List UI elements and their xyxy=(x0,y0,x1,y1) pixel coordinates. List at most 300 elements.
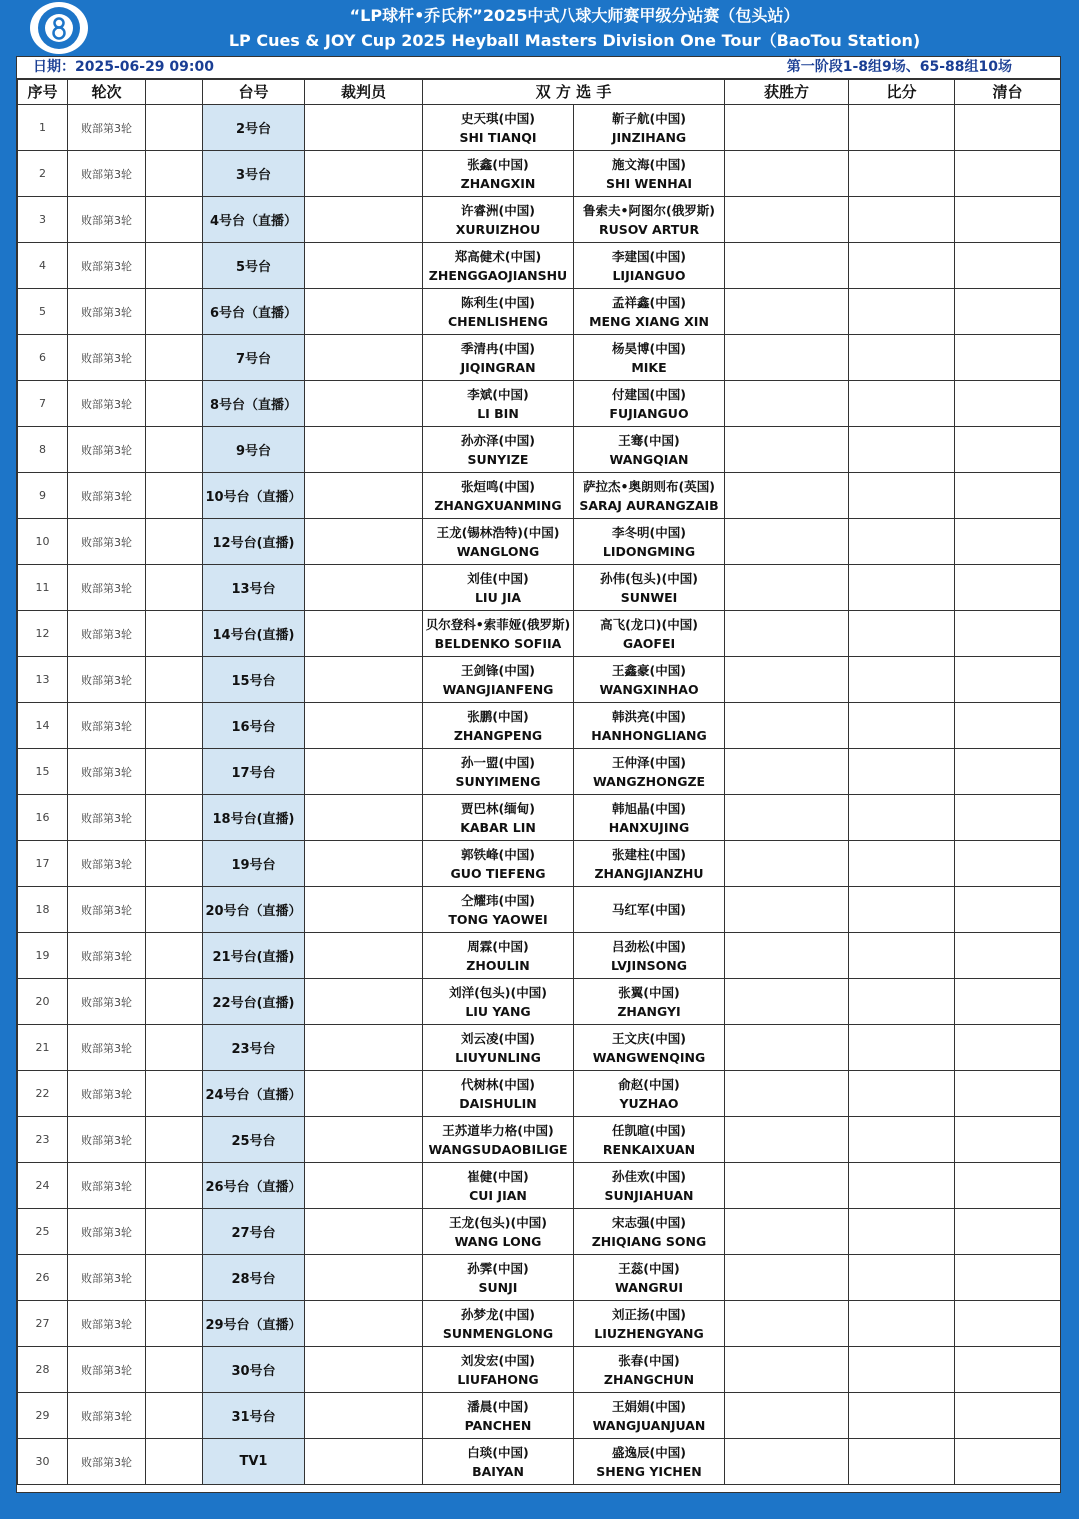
row-player-b xyxy=(574,427,725,473)
row-round: 败部第3轮 xyxy=(68,473,146,519)
row-blank-cell xyxy=(146,105,203,151)
table-row xyxy=(18,795,1061,841)
stage-info: 第一阶段1-8组9场、65-88组10场 xyxy=(786,59,1012,75)
row-referee-cell xyxy=(305,703,423,749)
table-row xyxy=(18,1347,1061,1393)
player-name-english: MIKE xyxy=(631,359,667,375)
player-name-chinese: 李斌(中国) xyxy=(467,386,529,402)
row-score-cell[interactable] xyxy=(849,1071,955,1117)
row-player-a xyxy=(423,1439,574,1485)
col-header-table: 台号 xyxy=(203,80,305,105)
row-player-a xyxy=(423,979,574,1025)
row-round: 败部第3轮 xyxy=(68,519,146,565)
row-table-number: 30号台 xyxy=(203,1347,305,1393)
row-player-a xyxy=(423,473,574,519)
row-player-a xyxy=(423,1071,574,1117)
player-name-english: ZHANGJIANZHU xyxy=(594,865,704,881)
row-referee-cell xyxy=(305,841,423,887)
player-name-english: LIU JIA xyxy=(474,589,522,605)
row-seq: 9 xyxy=(18,473,68,519)
row-table-number: 4号台（直播） xyxy=(203,197,305,243)
player-name-chinese: 马红军(中国) xyxy=(612,902,686,917)
row-player-b xyxy=(574,289,725,335)
row-score-cell[interactable] xyxy=(849,703,955,749)
table-row xyxy=(18,657,1061,703)
row-seq: 7 xyxy=(18,381,68,427)
row-player-b xyxy=(574,1163,725,1209)
col-header-winner: 获胜方 xyxy=(725,80,849,105)
row-winner-cell[interactable] xyxy=(725,1439,849,1485)
player-name-english: CHENLISHENG xyxy=(448,313,548,329)
player-name-english: WANGJUANJUAN xyxy=(592,1417,706,1433)
row-clear-cell[interactable] xyxy=(955,289,1061,335)
player-name-chinese: 崔健(中国) xyxy=(467,1168,529,1184)
row-score-cell[interactable] xyxy=(849,979,955,1025)
player-name-english: WANGLONG xyxy=(456,543,540,559)
row-round: 败部第3轮 xyxy=(68,1439,146,1485)
row-clear-cell[interactable] xyxy=(955,197,1061,243)
row-table-number: 25号台 xyxy=(203,1117,305,1163)
row-player-b xyxy=(574,151,725,197)
row-score-cell[interactable] xyxy=(849,1393,955,1439)
row-winner-cell[interactable] xyxy=(725,519,849,565)
row-score-cell[interactable] xyxy=(849,1439,955,1485)
row-player-b xyxy=(574,1071,725,1117)
row-round: 败部第3轮 xyxy=(68,565,146,611)
row-seq: 4 xyxy=(18,243,68,289)
row-winner-cell[interactable] xyxy=(725,1255,849,1301)
player-name-english: LIU YANG xyxy=(465,1003,531,1019)
player-name-chinese: 韩洪亮(中国) xyxy=(612,708,686,724)
row-score-cell[interactable] xyxy=(849,1255,955,1301)
row-table-number: 22号台(直播) xyxy=(203,979,305,1025)
row-referee-cell xyxy=(305,335,423,381)
player-name-english: GAOFEI xyxy=(622,635,676,651)
row-score-cell[interactable] xyxy=(849,1347,955,1393)
row-round: 败部第3轮 xyxy=(68,933,146,979)
player-name-chinese: 史天琪(中国) xyxy=(461,110,535,126)
row-table-number: 26号台（直播） xyxy=(203,1163,305,1209)
schedule-table xyxy=(17,79,1061,1485)
row-blank-cell xyxy=(146,1025,203,1071)
row-clear-cell[interactable] xyxy=(955,1393,1061,1439)
row-score-cell[interactable] xyxy=(849,427,955,473)
row-winner-cell[interactable] xyxy=(725,243,849,289)
row-blank-cell xyxy=(146,335,203,381)
row-round: 败部第3轮 xyxy=(68,1071,146,1117)
row-clear-cell[interactable] xyxy=(955,979,1061,1025)
row-clear-cell[interactable] xyxy=(955,703,1061,749)
row-blank-cell xyxy=(146,795,203,841)
row-round: 败部第3轮 xyxy=(68,611,146,657)
row-player-b xyxy=(574,1117,725,1163)
player-name-english: CUI JIAN xyxy=(469,1187,527,1203)
row-score-cell[interactable] xyxy=(849,841,955,887)
row-winner-cell[interactable] xyxy=(725,933,849,979)
row-clear-cell[interactable] xyxy=(955,151,1061,197)
row-referee-cell xyxy=(305,979,423,1025)
col-header-players: 双 方 选 手 xyxy=(423,80,725,105)
row-score-cell[interactable] xyxy=(849,243,955,289)
row-winner-cell[interactable] xyxy=(725,381,849,427)
row-clear-cell[interactable] xyxy=(955,933,1061,979)
row-table-number: 2号台 xyxy=(203,105,305,151)
row-round: 败部第3轮 xyxy=(68,1025,146,1071)
player-name-english: LVJINSONG xyxy=(610,957,688,973)
player-name-chinese: 郭铁峰(中国) xyxy=(461,846,535,862)
row-score-cell[interactable] xyxy=(849,657,955,703)
player-name-chinese: 郑高健术(中国) xyxy=(454,248,542,264)
row-player-a xyxy=(423,841,574,887)
row-player-b xyxy=(574,381,725,427)
player-name-english: ZHANGYI xyxy=(617,1003,681,1019)
row-player-b xyxy=(574,335,725,381)
row-round: 败部第3轮 xyxy=(68,1163,146,1209)
table-row xyxy=(18,473,1061,519)
table-row xyxy=(18,749,1061,795)
row-score-cell[interactable] xyxy=(849,381,955,427)
row-score-cell[interactable] xyxy=(849,335,955,381)
row-clear-cell[interactable] xyxy=(955,243,1061,289)
table-row xyxy=(18,979,1061,1025)
row-winner-cell[interactable] xyxy=(725,473,849,519)
row-blank-cell xyxy=(146,1163,203,1209)
row-player-a xyxy=(423,1255,574,1301)
row-player-b xyxy=(574,749,725,795)
row-referee-cell xyxy=(305,887,423,933)
row-score-cell[interactable] xyxy=(849,611,955,657)
player-name-english: WANGZHONGZE xyxy=(592,773,706,789)
player-name-chinese: 潘晨(中国) xyxy=(467,1398,529,1414)
row-round: 败部第3轮 xyxy=(68,1117,146,1163)
player-name-chinese: 施文海(中国) xyxy=(612,156,686,172)
row-winner-cell[interactable] xyxy=(725,611,849,657)
row-seq: 11 xyxy=(18,565,68,611)
row-round: 败部第3轮 xyxy=(68,1255,146,1301)
player-name-english: ZHOULIN xyxy=(466,957,530,973)
col-header-round: 轮次 xyxy=(68,80,146,105)
player-name-chinese: 宋志强(中国) xyxy=(612,1214,686,1230)
col-header-seq: 序号 xyxy=(18,80,68,105)
row-winner-cell[interactable] xyxy=(725,105,849,151)
player-name-english: JINZIHANG xyxy=(611,129,687,145)
player-name-chinese: 张鑫(中国) xyxy=(467,156,529,172)
row-winner-cell[interactable] xyxy=(725,1347,849,1393)
row-blank-cell xyxy=(146,979,203,1025)
player-name-chinese: 高飞(龙口)(中国) xyxy=(600,616,698,632)
row-blank-cell xyxy=(146,381,203,427)
table-row xyxy=(18,887,1061,933)
row-player-a xyxy=(423,1393,574,1439)
row-player-b xyxy=(574,1255,725,1301)
row-referee-cell xyxy=(305,795,423,841)
player-name-chinese: 季清冉(中国) xyxy=(461,340,535,356)
row-clear-cell[interactable] xyxy=(955,887,1061,933)
table-row xyxy=(18,1209,1061,1255)
row-winner-cell[interactable] xyxy=(725,657,849,703)
row-winner-cell[interactable] xyxy=(725,197,849,243)
row-player-b xyxy=(574,243,725,289)
table-row xyxy=(18,1393,1061,1439)
player-name-english: WANGJIANFENG xyxy=(442,681,554,697)
row-clear-cell[interactable] xyxy=(955,1209,1061,1255)
player-name-chinese: 刘发宏(中国) xyxy=(461,1352,535,1368)
row-blank-cell xyxy=(146,1209,203,1255)
row-table-number: 17号台 xyxy=(203,749,305,795)
player-name-chinese: 王文庆(中国) xyxy=(612,1030,686,1046)
row-referee-cell xyxy=(305,151,423,197)
row-player-a xyxy=(423,795,574,841)
row-seq: 6 xyxy=(18,335,68,381)
player-name-chinese: 刘佳(中国) xyxy=(467,570,529,586)
row-winner-cell[interactable] xyxy=(725,1163,849,1209)
row-round: 败部第3轮 xyxy=(68,289,146,335)
player-name-chinese: 鲁索夫•阿图尔(俄罗斯) xyxy=(583,202,715,218)
player-name-chinese: 孙一盟(中国) xyxy=(461,754,535,770)
row-clear-cell[interactable] xyxy=(955,473,1061,519)
col-header-referee: 裁判员 xyxy=(305,80,423,105)
row-round: 败部第3轮 xyxy=(68,841,146,887)
row-player-b xyxy=(574,473,725,519)
row-blank-cell xyxy=(146,1117,203,1163)
table-row xyxy=(18,335,1061,381)
row-blank-cell xyxy=(146,197,203,243)
row-referee-cell xyxy=(305,1301,423,1347)
row-clear-cell[interactable] xyxy=(955,105,1061,151)
table-row xyxy=(18,1163,1061,1209)
row-seq: 2 xyxy=(18,151,68,197)
table-row xyxy=(18,933,1061,979)
row-blank-cell xyxy=(146,473,203,519)
row-blank-cell xyxy=(146,611,203,657)
row-winner-cell[interactable] xyxy=(725,335,849,381)
row-seq: 10 xyxy=(18,519,68,565)
row-winner-cell[interactable] xyxy=(725,1301,849,1347)
row-score-cell[interactable] xyxy=(849,1117,955,1163)
row-table-number: 20号台（直播） xyxy=(203,887,305,933)
row-clear-cell[interactable] xyxy=(955,657,1061,703)
row-clear-cell[interactable] xyxy=(955,427,1061,473)
player-name-chinese: 贝尔登科•索菲娅(俄罗斯) xyxy=(425,616,571,632)
player-name-chinese: 吕劲松(中国) xyxy=(612,938,686,954)
row-player-a xyxy=(423,1347,574,1393)
player-name-english: ZHENGGAOJIANSHU xyxy=(428,267,568,283)
row-score-cell[interactable] xyxy=(849,519,955,565)
player-name-english: SUNJI xyxy=(478,1279,518,1295)
row-score-cell[interactable] xyxy=(849,151,955,197)
player-name-english: XURUIZHOU xyxy=(455,221,541,237)
row-table-number: 24号台（直播） xyxy=(203,1071,305,1117)
row-referee-cell xyxy=(305,1393,423,1439)
player-name-english: PANCHEN xyxy=(464,1417,532,1433)
row-referee-cell xyxy=(305,1117,423,1163)
row-score-cell[interactable] xyxy=(849,105,955,151)
row-clear-cell[interactable] xyxy=(955,1347,1061,1393)
row-player-b xyxy=(574,657,725,703)
row-winner-cell[interactable] xyxy=(725,703,849,749)
player-name-english: SHI TIANQI xyxy=(459,129,537,145)
row-winner-cell[interactable] xyxy=(725,1209,849,1255)
row-clear-cell[interactable] xyxy=(955,1163,1061,1209)
player-name-chinese: 任凯暄(中国) xyxy=(612,1122,686,1138)
row-player-b xyxy=(574,519,725,565)
player-name-chinese: 萨拉杰•奥朗则布(英国) xyxy=(583,478,715,494)
row-table-number: 28号台 xyxy=(203,1255,305,1301)
row-seq: 20 xyxy=(18,979,68,1025)
row-player-b xyxy=(574,933,725,979)
row-winner-cell[interactable] xyxy=(725,795,849,841)
row-round: 败部第3轮 xyxy=(68,749,146,795)
row-score-cell[interactable] xyxy=(849,1025,955,1071)
row-player-b xyxy=(574,611,725,657)
row-table-number: 9号台 xyxy=(203,427,305,473)
row-score-cell[interactable] xyxy=(849,197,955,243)
row-seq: 29 xyxy=(18,1393,68,1439)
player-name-chinese: 代树林(中国) xyxy=(461,1076,535,1092)
row-clear-cell[interactable] xyxy=(955,749,1061,795)
row-referee-cell xyxy=(305,1071,423,1117)
row-referee-cell xyxy=(305,1255,423,1301)
row-clear-cell[interactable] xyxy=(955,381,1061,427)
bottom-band xyxy=(0,1493,1079,1519)
row-referee-cell xyxy=(305,473,423,519)
player-name-chinese: 孙梦龙(中国) xyxy=(461,1306,535,1322)
row-referee-cell xyxy=(305,1163,423,1209)
row-score-cell[interactable] xyxy=(849,289,955,335)
row-referee-cell xyxy=(305,197,423,243)
row-clear-cell[interactable] xyxy=(955,1255,1061,1301)
row-table-number: 6号台（直播） xyxy=(203,289,305,335)
player-name-chinese: 孙伟(包头)(中国) xyxy=(600,570,698,586)
row-score-cell[interactable] xyxy=(849,1301,955,1347)
row-round: 败部第3轮 xyxy=(68,197,146,243)
table-row xyxy=(18,703,1061,749)
row-round: 败部第3轮 xyxy=(68,703,146,749)
row-table-number: 10号台（直播） xyxy=(203,473,305,519)
row-player-a xyxy=(423,519,574,565)
row-table-number: 13号台 xyxy=(203,565,305,611)
row-seq: 5 xyxy=(18,289,68,335)
player-name-english: SUNYIMENG xyxy=(455,773,541,789)
row-winner-cell[interactable] xyxy=(725,289,849,335)
row-score-cell[interactable] xyxy=(849,565,955,611)
row-score-cell[interactable] xyxy=(849,1209,955,1255)
row-blank-cell xyxy=(146,565,203,611)
row-table-number: 7号台 xyxy=(203,335,305,381)
row-clear-cell[interactable] xyxy=(955,841,1061,887)
row-score-cell[interactable] xyxy=(849,1163,955,1209)
row-winner-cell[interactable] xyxy=(725,427,849,473)
row-player-b xyxy=(574,1393,725,1439)
row-player-a xyxy=(423,427,574,473)
player-name-english: WANGWENQING xyxy=(592,1049,706,1065)
row-player-a xyxy=(423,151,574,197)
row-score-cell[interactable] xyxy=(849,933,955,979)
player-name-chinese: 王龙(锡林浩特)(中国) xyxy=(436,524,560,540)
table-row xyxy=(18,427,1061,473)
row-clear-cell[interactable] xyxy=(955,795,1061,841)
row-referee-cell xyxy=(305,1439,423,1485)
row-player-a xyxy=(423,565,574,611)
player-name-chinese: 周霖(中国) xyxy=(467,938,529,954)
row-table-number: 14号台(直播) xyxy=(203,611,305,657)
row-winner-cell[interactable] xyxy=(725,151,849,197)
row-player-a xyxy=(423,611,574,657)
player-name-english: MENG XIANG XIN xyxy=(589,313,709,329)
row-clear-cell[interactable] xyxy=(955,1301,1061,1347)
row-score-cell[interactable] xyxy=(849,473,955,519)
row-seq: 13 xyxy=(18,657,68,703)
row-clear-cell[interactable] xyxy=(955,611,1061,657)
player-name-chinese: 白琰(中国) xyxy=(467,1444,529,1460)
row-round: 败部第3轮 xyxy=(68,795,146,841)
row-winner-cell[interactable] xyxy=(725,1071,849,1117)
row-round: 败部第3轮 xyxy=(68,887,146,933)
row-winner-cell[interactable] xyxy=(725,565,849,611)
table-row xyxy=(18,289,1061,335)
row-seq: 16 xyxy=(18,795,68,841)
page-header xyxy=(0,0,1079,56)
row-seq: 18 xyxy=(18,887,68,933)
row-player-b xyxy=(574,1347,725,1393)
row-score-cell[interactable] xyxy=(849,749,955,795)
table-row xyxy=(18,1439,1061,1485)
player-name-chinese: 张烜鸣(中国) xyxy=(461,478,535,494)
row-player-b xyxy=(574,197,725,243)
row-winner-cell[interactable] xyxy=(725,749,849,795)
row-player-a xyxy=(423,381,574,427)
row-clear-cell[interactable] xyxy=(955,1439,1061,1485)
row-player-a xyxy=(423,197,574,243)
row-clear-cell[interactable] xyxy=(955,565,1061,611)
row-blank-cell xyxy=(146,887,203,933)
row-clear-cell[interactable] xyxy=(955,1071,1061,1117)
row-player-a xyxy=(423,657,574,703)
row-winner-cell[interactable] xyxy=(725,1117,849,1163)
row-blank-cell xyxy=(146,427,203,473)
table-row xyxy=(18,1117,1061,1163)
row-table-number: 18号台(直播) xyxy=(203,795,305,841)
player-name-english: LIJIANGUO xyxy=(612,267,686,283)
row-winner-cell[interactable] xyxy=(725,1393,849,1439)
row-clear-cell[interactable] xyxy=(955,1117,1061,1163)
row-clear-cell[interactable] xyxy=(955,335,1061,381)
row-clear-cell[interactable] xyxy=(955,519,1061,565)
row-winner-cell[interactable] xyxy=(725,841,849,887)
player-name-english: FUJIANGUO xyxy=(609,405,689,421)
player-name-english: KABAR LIN xyxy=(460,819,536,835)
player-name-english: ZHANGPENG xyxy=(453,727,543,743)
row-blank-cell xyxy=(146,657,203,703)
table-row xyxy=(18,1071,1061,1117)
row-clear-cell[interactable] xyxy=(955,1025,1061,1071)
row-winner-cell[interactable] xyxy=(725,979,849,1025)
row-winner-cell[interactable] xyxy=(725,1025,849,1071)
row-referee-cell xyxy=(305,105,423,151)
row-seq: 25 xyxy=(18,1209,68,1255)
row-winner-cell[interactable] xyxy=(725,887,849,933)
row-player-a xyxy=(423,1117,574,1163)
row-score-cell[interactable] xyxy=(849,887,955,933)
row-score-cell[interactable] xyxy=(849,795,955,841)
row-round: 败部第3轮 xyxy=(68,657,146,703)
row-player-b xyxy=(574,105,725,151)
row-round: 败部第3轮 xyxy=(68,1209,146,1255)
row-player-a xyxy=(423,749,574,795)
row-player-a xyxy=(423,1301,574,1347)
table-row xyxy=(18,611,1061,657)
player-name-english: LIUZHENGYANG xyxy=(594,1325,704,1341)
